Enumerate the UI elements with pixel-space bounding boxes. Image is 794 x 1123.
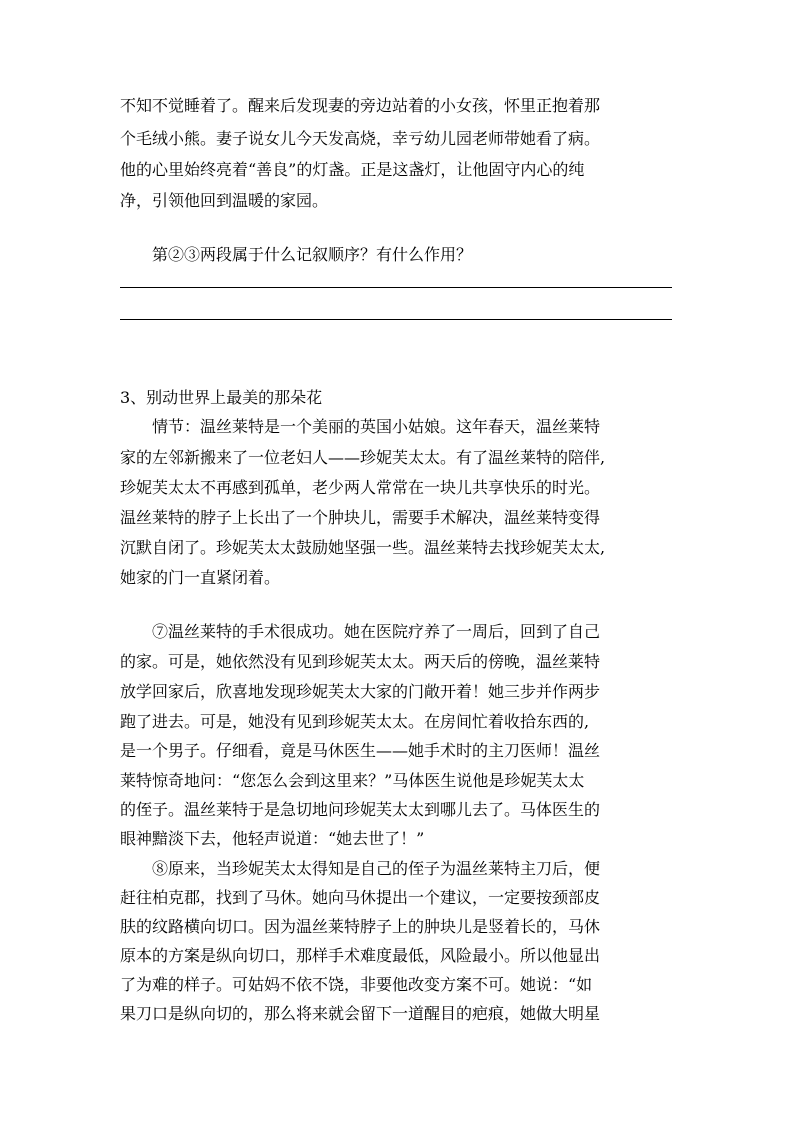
paragraph-line: 眼神黯淡下去，他轻声说道：“她去世了！” — [120, 829, 425, 848]
paragraph-line: 是一个男子。仔细看，竟是马休医生——她手术时的主刀医师！温丝 — [120, 741, 601, 760]
paragraph-line: 情节：温丝莱特是一个美丽的英国小姑娘。这年春天，温丝莱特 — [152, 417, 601, 436]
paragraph-line: 不知不觉睡着了。醒来后发现妻的旁边站着的小女孩，怀里正抱着那 — [120, 96, 601, 115]
paragraph-line: 赶往柏克郡，找到了马休。她向马休提出一个建议，一定要按颈部皮 — [120, 888, 601, 907]
section-title: 3、别动世界上最美的那朵花 — [120, 388, 323, 407]
paragraph-line: ⑦温丝莱特的手术很成功。她在医院疗养了一周后，回到了自己 — [152, 622, 601, 641]
paragraph-line: 肤的纹路横向切口。因为温丝莱特脖子上的肿块儿是竖着长的，马休 — [120, 917, 601, 936]
paragraph-line: 莱特惊奇地问：“您怎么会到这里来？”马体医生说他是珍妮芙太太 — [120, 771, 585, 790]
answer-line — [120, 319, 672, 320]
paragraph-line: 了为难的样子。可姑妈不依不饶，非要他改变方案不可。她说：“如 — [120, 975, 593, 994]
answer-line — [120, 287, 672, 288]
paragraph-line: 的侄子。温丝莱特于是急切地问珍妮芙太太到哪儿去了。马体医生的 — [120, 800, 601, 819]
paragraph-line: 个毛绒小熊。妻子说女儿今天发高烧，幸亏幼儿园老师带她看了病。 — [120, 129, 601, 148]
paragraph-line: 的家。可是，她依然没有见到珍妮芙太太。两天后的傍晚，温丝莱特 — [120, 652, 601, 671]
paragraph-line: 果刀口是纵向切的，那么将来就会留下一道醒目的疤痕，她做大明星 — [120, 1004, 601, 1023]
paragraph-line: 原本的方案是纵向切口，那样手术难度最低，风险最小。所以他显出 — [120, 946, 601, 965]
paragraph-line: 净，引领他回到温暖的家园。 — [120, 191, 329, 210]
paragraph-line: 跑了进去。可是，她没有见到珍妮芙太太。在房间忙着收拾东西的, — [120, 712, 590, 731]
paragraph-line: 家的左邻新搬来了一位老妇人——珍妮芙太太。有了温丝莱特的陪伴, — [120, 448, 606, 467]
paragraph-line: 放学回家后，欣喜地发现珍妮芙太大家的门敞开着！她三步并作两步 — [120, 682, 601, 701]
paragraph-line: 他的心里始终亮着“善良”的灯盏。正是这盏灯，让他固守内心的纯 — [120, 160, 585, 179]
paragraph-line: ⑧原来，当珍妮芙太太得知是自己的侄子为温丝莱特主刀后，便 — [152, 859, 601, 878]
paragraph-line: 珍妮芙太太不再感到孤单，老少两人常常在一块儿共享快乐的时光。 — [120, 478, 601, 497]
paragraph-line: 温丝莱特的脖子上长出了一个肿块儿，需要手术解决，温丝莱特变得 — [120, 508, 601, 527]
paragraph-line: 沉默自闭了。珍妮芙太太鼓励她坚强一些。温丝莱特去找珍妮芙太太, — [120, 538, 606, 557]
question-text: 第②③两段属于什么记叙顺序？有什么作用？ — [152, 245, 473, 264]
paragraph-line: 她家的门一直紧闭着。 — [120, 568, 281, 587]
